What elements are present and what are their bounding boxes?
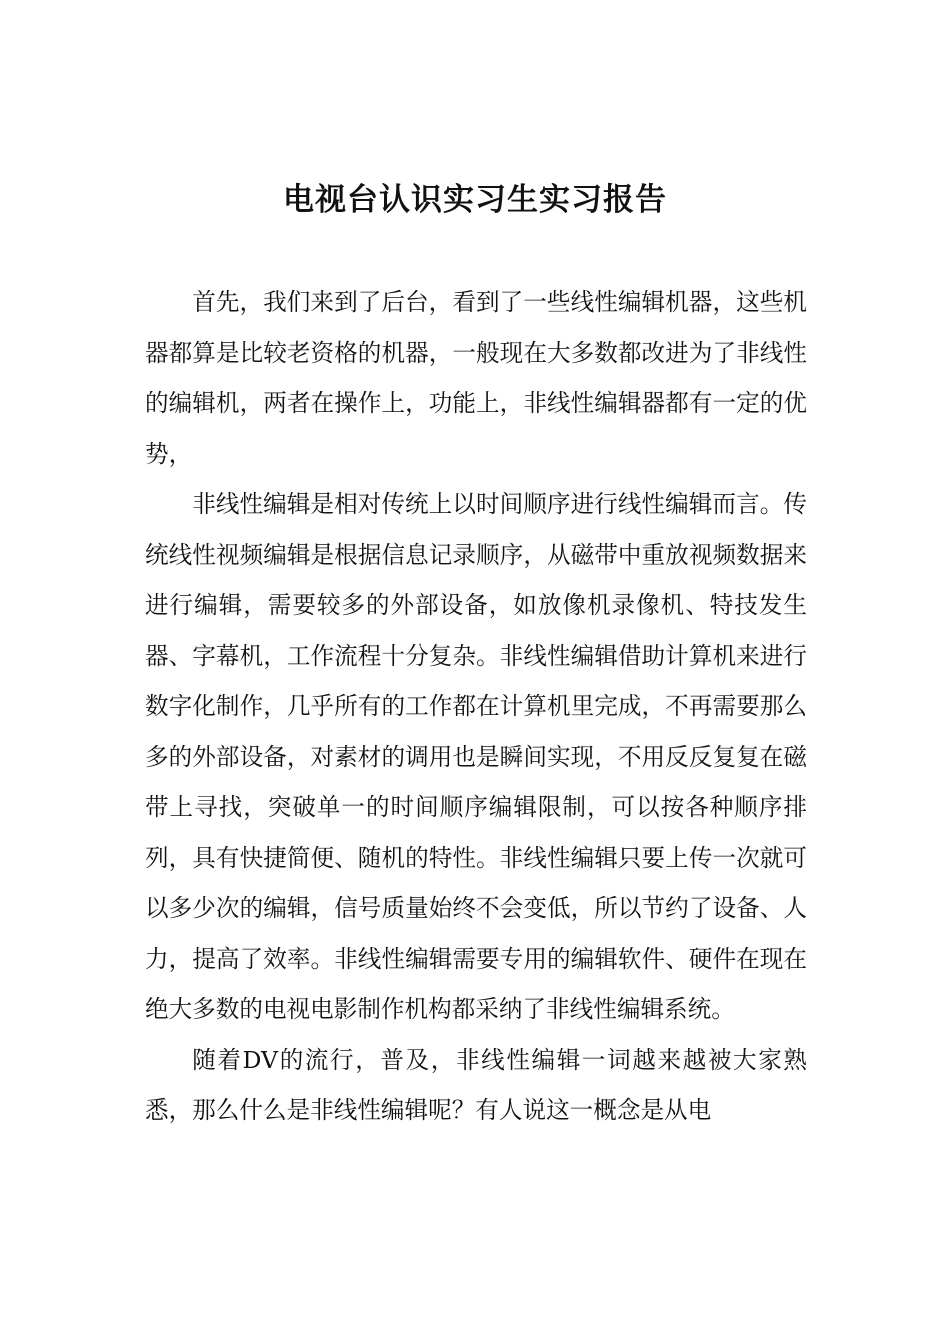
paragraph: 非线性编辑是相对传统上以时间顺序进行线性编辑而言。传统线性视频编辑是根据信息记录顺序，从磁带中重放视频数据来进行编辑，需要较多的外部设备，如放像机录像机、特技发生器、字幕机，工作流程十分复杂。非线性编辑借助计算机来进行数字化制作，几乎所有的工作都在计算机里完成，不再需要那么多的外部设备，对素材的调用也是瞬间实现，不用反反复复在磁带上寻找，突破单一的时间顺序编辑限制，可以按各种顺序排列，具有快捷简便、随机的特性。非线性编辑只要上传一次就可以多少次的编辑，信号质量始终不会变低，所以节约了设备、人力，提高了效率。非线性编辑需要专用的编辑软件、硬件在现在绝大多数的电视电影制作机构都采纳了非线性编辑系统。	[145, 490, 807, 1023]
document-title: 电视台认识实习生实习报告	[283, 182, 667, 218]
paragraph: 随着DV的流行，普及，非线性编辑一词越来越被大家熟悉，那么什么是非线性编辑呢？有人说这一概念是从电	[145, 1045, 807, 1124]
paragraph: 首先，我们来到了后台，看到了一些线性编辑机器，这些机器都算是比较老资格的机器，一般现在大多数都改进为了非线性的编辑机，两者在操作上，功能上，非线性编辑器都有一定的优势，	[145, 288, 807, 468]
document-body	[145, 277, 807, 1136]
